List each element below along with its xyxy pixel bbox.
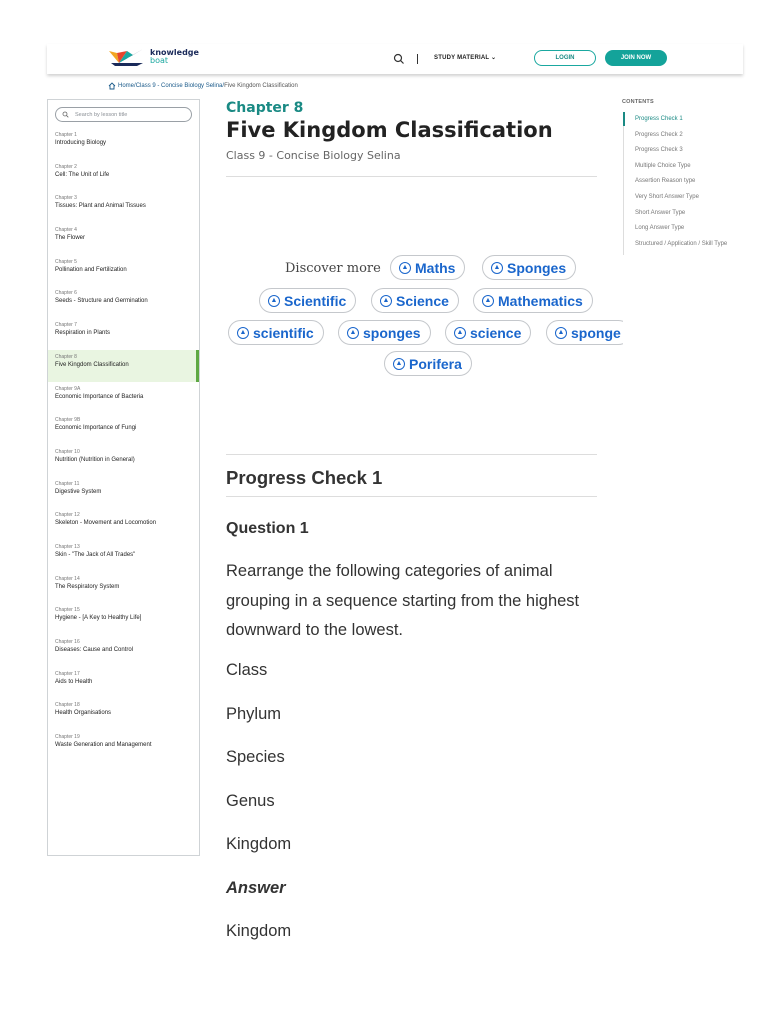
chapter-number: Chapter 5 bbox=[55, 258, 77, 265]
chip-label: Scientific bbox=[284, 292, 347, 309]
page-subtitle: Class 9 - Concise Biology Selina bbox=[226, 149, 401, 162]
lesson-search-input[interactable] bbox=[75, 112, 185, 118]
chapter-number: Chapter 2 bbox=[55, 163, 77, 170]
chapter-name: Nutrition (Nutrition in General) bbox=[55, 456, 135, 463]
toc-item[interactable]: Short Answer Type bbox=[635, 209, 686, 216]
chip-label: science bbox=[470, 324, 522, 341]
section-title: Progress Check 1 bbox=[226, 467, 383, 488]
chapter-sidebar bbox=[47, 99, 200, 856]
chapter-name: Aids to Health bbox=[55, 678, 93, 685]
chapter-number: Chapter 9B bbox=[55, 417, 81, 424]
answer-label: Answer bbox=[226, 879, 286, 897]
breadcrumb bbox=[108, 82, 298, 90]
chapter-list bbox=[48, 128, 199, 762]
chapter-number: Chapter 16 bbox=[55, 639, 80, 645]
breadcrumb-class[interactable]: Class 9 - Concise Biology Selina bbox=[135, 83, 223, 89]
search-icon[interactable] bbox=[392, 52, 406, 66]
chip-label: Science bbox=[396, 292, 449, 309]
contents-title: CONTENTS bbox=[622, 99, 654, 105]
arrow-up-circle-icon: ▲ bbox=[268, 295, 280, 307]
chapter-name: Seeds - Structure and Germination bbox=[55, 298, 148, 305]
breadcrumb-separator: / bbox=[222, 83, 225, 89]
chapter-number: Chapter 13 bbox=[55, 543, 80, 550]
chapter-number: Chapter 6 bbox=[55, 290, 77, 297]
chapter-number: Chapter 11 bbox=[55, 480, 80, 487]
discover-chip[interactable] bbox=[371, 288, 459, 313]
discover-chip[interactable] bbox=[482, 255, 576, 280]
toc-item-active[interactable]: Progress Check 1 bbox=[624, 115, 738, 123]
option-text: Class bbox=[226, 661, 268, 679]
chapter-name: Pollination and Fertilization bbox=[55, 266, 127, 273]
chapter-item[interactable] bbox=[48, 540, 199, 572]
breadcrumb-current: Five Kingdom Classification bbox=[224, 83, 298, 89]
arrow-up-circle-icon: ▲ bbox=[399, 262, 411, 274]
chapter-item[interactable] bbox=[48, 698, 199, 730]
toc-item[interactable]: Structured / Application / Skill Type bbox=[635, 240, 728, 247]
chapter-number: Chapter 18 bbox=[55, 702, 80, 709]
chip-label: sponge bbox=[571, 324, 621, 341]
chapter-name: Health Organisations bbox=[55, 710, 112, 717]
chapter-name: Digestive System bbox=[55, 488, 102, 495]
breadcrumb-home[interactable]: Home bbox=[118, 83, 135, 89]
toc-item[interactable]: Progress Check 2 bbox=[635, 131, 683, 138]
logo-text-knowledge: knowledge bbox=[150, 48, 199, 57]
option-text: Genus bbox=[226, 792, 275, 810]
chip-label: Mathematics bbox=[498, 292, 583, 309]
chapter-name: Economic Importance of Fungi bbox=[55, 425, 137, 432]
chapter-item[interactable] bbox=[48, 572, 199, 604]
discover-more-label: Discover more bbox=[285, 261, 381, 276]
chapter-item[interactable] bbox=[48, 191, 199, 223]
question-text: Rearrange the following categories of animal grouping in a sequence starting from the highest downward to the lowest. bbox=[226, 562, 580, 639]
chip-label: scientific bbox=[253, 324, 314, 341]
toc-item[interactable]: Very Short Answer Type bbox=[635, 193, 699, 200]
chapter-number: Chapter 17 bbox=[55, 670, 80, 677]
arrow-up-circle-icon: ▲ bbox=[491, 262, 503, 274]
chapter-name: Diseases: Cause and Control bbox=[55, 647, 134, 653]
arrow-up-circle-icon: ▲ bbox=[482, 295, 494, 307]
discover-chip[interactable] bbox=[338, 320, 431, 345]
chapter-item[interactable] bbox=[48, 667, 199, 699]
chapter-item[interactable] bbox=[48, 223, 199, 255]
discover-chip[interactable] bbox=[228, 320, 324, 345]
login-button[interactable]: LOGIN bbox=[534, 50, 596, 66]
discover-chip[interactable] bbox=[384, 351, 472, 376]
question-title: Question 1 bbox=[226, 520, 309, 537]
arrow-up-circle-icon: ▲ bbox=[347, 327, 359, 339]
study-material-menu[interactable]: STUDY MATERIAL ⌄ bbox=[434, 55, 497, 61]
arrow-up-circle-icon: ▲ bbox=[380, 295, 392, 307]
chapter-item[interactable] bbox=[48, 603, 199, 635]
arrow-up-circle-icon: ▲ bbox=[454, 327, 466, 339]
chapter-name: Five Kingdom Classification bbox=[55, 361, 129, 368]
chapter-item[interactable] bbox=[48, 413, 199, 445]
chapter-name: The Flower bbox=[55, 235, 86, 242]
chapter-label: Chapter 8 bbox=[226, 100, 304, 116]
discover-chip[interactable] bbox=[259, 288, 356, 313]
discover-chip[interactable] bbox=[546, 320, 623, 345]
answer-text: Kingdom bbox=[226, 922, 292, 940]
toc-item[interactable]: Multiple Choice Type bbox=[635, 162, 691, 169]
chapter-name: Hygiene - [A Key to Healthy Life] bbox=[55, 615, 142, 622]
toc-item[interactable]: Assertion Reason type bbox=[635, 178, 696, 185]
chapter-number: Chapter 10 bbox=[55, 448, 80, 455]
chapter-item[interactable] bbox=[48, 286, 199, 318]
page-title: Five Kingdom Classification bbox=[226, 118, 553, 142]
contents-list bbox=[623, 115, 738, 255]
chapter-number: Chapter 1 bbox=[55, 132, 77, 138]
discover-chip[interactable] bbox=[473, 288, 593, 313]
chapter-name: Waste Generation and Management bbox=[55, 742, 152, 749]
chapter-item[interactable] bbox=[48, 318, 199, 350]
chapter-number: Chapter 19 bbox=[55, 734, 80, 741]
divider bbox=[226, 454, 597, 455]
join-now-button[interactable]: JOIN NOW bbox=[605, 50, 667, 66]
chapter-name: Tissues: Plant and Animal Tissues bbox=[55, 203, 146, 210]
option-text: Kingdom bbox=[226, 835, 292, 853]
chapter-item[interactable] bbox=[48, 160, 199, 192]
chapter-item[interactable] bbox=[48, 255, 199, 287]
chapter-name: Skin - "The Jack of All Trades" bbox=[55, 551, 136, 558]
chapter-item[interactable] bbox=[48, 477, 199, 509]
breadcrumb-separator: / bbox=[134, 83, 136, 89]
option-text: Species bbox=[226, 748, 285, 766]
discover-chip[interactable] bbox=[390, 255, 465, 280]
chapter-name: The Respiratory System bbox=[55, 583, 120, 590]
chapter-name: Respiration in Plants bbox=[55, 330, 111, 337]
chapter-number: Chapter 12 bbox=[55, 512, 80, 519]
chip-label: sponges bbox=[363, 324, 421, 341]
top-header bbox=[47, 44, 743, 74]
lesson-search-box[interactable] bbox=[55, 107, 192, 122]
chapter-name: Cell: The Unit of Life bbox=[55, 171, 110, 178]
chapter-number: Chapter 15 bbox=[55, 607, 80, 614]
discover-chip[interactable] bbox=[445, 320, 531, 345]
toc-item[interactable]: Progress Check 3 bbox=[635, 147, 683, 154]
chapter-number: Chapter 4 bbox=[55, 227, 77, 234]
chapter-number: Chapter 3 bbox=[55, 195, 77, 202]
chapter-name: Economic Importance of Bacteria bbox=[55, 393, 144, 400]
arrow-up-circle-icon: ▲ bbox=[237, 327, 249, 339]
logo-text-boat: boat bbox=[150, 56, 169, 65]
chapter-name: Skeleton - Movement and Locomotion bbox=[55, 520, 157, 527]
chapter-item[interactable] bbox=[48, 128, 199, 160]
chapter-item[interactable] bbox=[48, 445, 199, 477]
chapter-item-active[interactable] bbox=[48, 350, 199, 382]
chapter-item[interactable] bbox=[48, 635, 199, 667]
chapter-number: Chapter 8 bbox=[55, 353, 77, 360]
search-icon bbox=[62, 111, 69, 118]
contents-panel bbox=[622, 99, 738, 247]
chapter-item[interactable] bbox=[48, 730, 199, 762]
option-text: Phylum bbox=[226, 705, 282, 723]
chapter-item[interactable] bbox=[48, 382, 199, 414]
divider bbox=[226, 176, 597, 177]
chip-label: Maths bbox=[415, 259, 456, 276]
chapter-number: Chapter 7 bbox=[55, 322, 77, 329]
arrow-up-circle-icon: ▲ bbox=[555, 327, 567, 339]
chapter-name: Introducing Biology bbox=[55, 140, 107, 146]
divider bbox=[226, 496, 597, 497]
chapter-number: Chapter 14 bbox=[55, 575, 80, 582]
chapter-item[interactable] bbox=[48, 508, 199, 540]
header-divider bbox=[417, 54, 418, 64]
toc-item[interactable]: Long Answer Type bbox=[635, 225, 685, 232]
chip-label: Sponges bbox=[507, 259, 567, 276]
home-icon[interactable] bbox=[108, 82, 116, 90]
arrow-up-circle-icon: ▲ bbox=[393, 358, 405, 370]
chip-label: Porifera bbox=[409, 355, 462, 372]
logo-icon bbox=[107, 47, 147, 67]
logo[interactable] bbox=[107, 47, 199, 67]
discover-more-panel bbox=[226, 254, 623, 380]
chapter-number: Chapter 9A bbox=[55, 385, 81, 392]
